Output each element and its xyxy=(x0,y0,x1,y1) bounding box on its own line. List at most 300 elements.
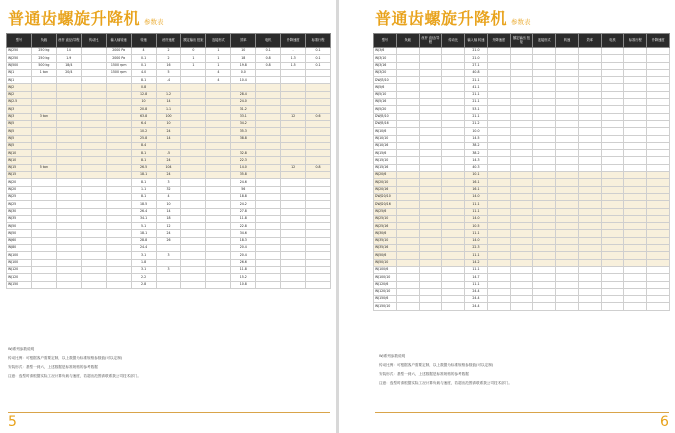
model-cell: WJ3/10 xyxy=(374,55,397,62)
table-cell xyxy=(442,281,465,288)
table-cell xyxy=(56,193,81,200)
table-cell xyxy=(206,164,231,171)
model-cell: WJ20/6 xyxy=(374,172,397,179)
table-cell xyxy=(578,84,601,91)
table-cell xyxy=(601,179,624,186)
table-cell xyxy=(556,77,579,84)
table-cell xyxy=(106,252,131,259)
table-cell xyxy=(601,142,624,149)
model-cell: WJ3/20 xyxy=(374,69,397,76)
table-row xyxy=(374,266,670,273)
model-cell: WJ10 xyxy=(7,150,32,157)
table-cell xyxy=(624,245,647,252)
table-cell xyxy=(533,208,556,215)
table-cell xyxy=(31,77,56,84)
table-cell xyxy=(256,208,281,215)
table-cell xyxy=(510,201,533,208)
table-cell xyxy=(601,296,624,303)
table-row xyxy=(374,252,670,259)
table-cell xyxy=(31,142,56,149)
model-cell: WJ15/6 xyxy=(374,150,397,157)
note-line: 安装形式：基型一到六，上述数据是标准规格的参考数据 xyxy=(379,372,469,376)
table-cell xyxy=(624,303,647,310)
table-cell: 20/4 xyxy=(56,69,81,76)
table-cell: 18/4 xyxy=(56,62,81,69)
model-cell: WJ25 xyxy=(7,201,32,208)
table-row xyxy=(374,215,670,222)
table-row xyxy=(374,186,670,193)
table-cell xyxy=(396,55,419,62)
table-cell xyxy=(256,186,281,193)
table-cell xyxy=(281,179,306,186)
table-cell xyxy=(31,193,56,200)
table-cell xyxy=(206,106,231,113)
table-cell: 19.8 xyxy=(231,62,256,69)
table-cell xyxy=(396,266,419,273)
table-cell: 3 ton xyxy=(31,113,56,120)
table-cell xyxy=(181,99,206,106)
table-cell xyxy=(281,266,306,273)
table-cell xyxy=(56,113,81,120)
table-cell: 14.0 xyxy=(231,164,256,171)
table-cell xyxy=(281,274,306,281)
table-cell: 11.1 xyxy=(465,208,488,215)
table-cell xyxy=(256,157,281,164)
table-cell xyxy=(206,150,231,157)
model-cell: WJ2 xyxy=(7,91,32,98)
table-cell xyxy=(624,91,647,98)
table-cell xyxy=(106,274,131,281)
table-cell xyxy=(81,120,106,127)
table-header-row xyxy=(374,34,670,48)
table-cell xyxy=(81,106,106,113)
table-cell xyxy=(306,157,331,164)
table-cell xyxy=(31,106,56,113)
table-cell: 33.1 xyxy=(231,113,256,120)
table-row xyxy=(374,106,670,113)
table-cell xyxy=(419,77,442,84)
table-cell: 1.5 xyxy=(281,62,306,69)
table-cell xyxy=(556,55,579,62)
table-cell xyxy=(442,172,465,179)
table-cell xyxy=(578,120,601,127)
table-cell xyxy=(601,303,624,310)
table-cell: 2000 Pa xyxy=(106,48,131,55)
table-cell xyxy=(556,193,579,200)
table-row xyxy=(374,164,670,171)
table-cell xyxy=(578,252,601,259)
table-cell xyxy=(81,55,106,62)
table-cell: 1 xyxy=(206,62,231,69)
table-cell: 3.1 xyxy=(131,266,156,273)
table-cell xyxy=(533,106,556,113)
table-cell xyxy=(81,62,106,69)
table-cell xyxy=(510,142,533,149)
table-cell xyxy=(181,142,206,149)
table-cell xyxy=(578,230,601,237)
table-cell xyxy=(578,215,601,222)
table-cell: 14 xyxy=(156,208,181,215)
column-header: 型号 xyxy=(374,34,397,48)
table-cell xyxy=(396,62,419,69)
table-cell xyxy=(442,157,465,164)
table-cell xyxy=(487,208,510,215)
table-cell xyxy=(442,142,465,149)
table-cell xyxy=(56,77,81,84)
table-cell: 21.2 xyxy=(465,120,488,127)
table-cell xyxy=(647,99,670,106)
table-cell xyxy=(396,186,419,193)
table-cell xyxy=(556,186,579,193)
table-cell: 1.8 xyxy=(131,259,156,266)
model-cell: WJ50 xyxy=(7,223,32,230)
table-row xyxy=(374,245,670,252)
note-line: WJ系列参数说明 xyxy=(8,347,35,351)
table-cell xyxy=(487,164,510,171)
table-cell xyxy=(281,142,306,149)
model-cell: WJ5/16 xyxy=(374,99,397,106)
table-cell xyxy=(281,186,306,193)
table-cell xyxy=(256,135,281,142)
table-cell xyxy=(256,245,281,252)
table-cell: 14 xyxy=(156,135,181,142)
table-cell xyxy=(81,230,106,237)
table-cell: 16.1 xyxy=(465,179,488,186)
table-cell: 12 xyxy=(281,164,306,171)
table-cell xyxy=(181,223,206,230)
table-cell xyxy=(442,106,465,113)
table-cell xyxy=(510,84,533,91)
model-cell: WJ3/16 xyxy=(374,62,397,69)
table-cell xyxy=(624,142,647,149)
table-cell: 0.1 xyxy=(256,48,281,55)
table-cell: 26.4 xyxy=(131,208,156,215)
table-cell xyxy=(206,135,231,142)
table-cell: 104 xyxy=(156,164,181,171)
table-cell xyxy=(601,215,624,222)
table-row xyxy=(7,215,331,222)
table-cell xyxy=(556,230,579,237)
table-row xyxy=(7,150,331,157)
table-cell xyxy=(81,237,106,244)
table-cell xyxy=(396,296,419,303)
table-cell xyxy=(533,128,556,135)
table-cell xyxy=(624,208,647,215)
table-cell: 1 xyxy=(181,62,206,69)
table-cell xyxy=(578,223,601,230)
table-cell xyxy=(442,303,465,310)
table-cell xyxy=(510,186,533,193)
table-cell: 38.2 xyxy=(465,150,488,157)
table-cell xyxy=(647,201,670,208)
table-cell: 14.5 xyxy=(465,135,488,142)
table-cell xyxy=(206,274,231,281)
table-cell: 8.1 xyxy=(131,157,156,164)
table-cell xyxy=(601,84,624,91)
table-cell: 14.0 xyxy=(465,215,488,222)
table-row xyxy=(7,157,331,164)
table-cell: 0.1 xyxy=(306,55,331,62)
table-cell xyxy=(206,84,231,91)
table-cell xyxy=(487,201,510,208)
table-cell: 21.1 xyxy=(465,99,488,106)
table-cell xyxy=(396,77,419,84)
table-cell xyxy=(181,281,206,288)
column-header: 额定输出 扭矩 xyxy=(181,34,206,48)
table-cell xyxy=(106,99,131,106)
table-cell: 21.0 xyxy=(465,55,488,62)
table-cell xyxy=(510,252,533,259)
table-cell: 1.3 xyxy=(281,55,306,62)
table-row xyxy=(374,84,670,91)
model-cell: WJ10/6 xyxy=(374,128,397,135)
model-cell: WJ150 xyxy=(7,281,32,288)
table-cell xyxy=(556,142,579,149)
table-cell xyxy=(281,281,306,288)
table-cell xyxy=(206,266,231,273)
table-cell xyxy=(510,303,533,310)
table-cell xyxy=(442,201,465,208)
table-cell xyxy=(442,237,465,244)
table-cell xyxy=(81,157,106,164)
table-cell xyxy=(256,259,281,266)
table-cell xyxy=(419,91,442,98)
note-line: 传动比例：可根据客户需要定制，以上数据为标准规格参数值(可以定制) xyxy=(379,363,494,367)
table-cell xyxy=(647,237,670,244)
model-cell: WJ120/6 xyxy=(374,281,397,288)
table-row xyxy=(374,157,670,164)
table-cell xyxy=(601,128,624,135)
table-cell xyxy=(419,113,442,120)
table-cell xyxy=(81,193,106,200)
table-cell xyxy=(647,164,670,171)
table-cell xyxy=(281,223,306,230)
table-cell xyxy=(578,296,601,303)
table-cell xyxy=(510,223,533,230)
table-row xyxy=(7,91,331,98)
table-row xyxy=(374,62,670,69)
table-cell xyxy=(396,288,419,295)
table-cell xyxy=(578,135,601,142)
table-cell xyxy=(306,259,331,266)
table-cell xyxy=(487,215,510,222)
model-cell: WJ2.5 xyxy=(7,99,32,106)
table-cell xyxy=(419,230,442,237)
table-cell xyxy=(510,193,533,200)
table-cell xyxy=(510,281,533,288)
table-cell xyxy=(510,55,533,62)
table-cell: 8.4 xyxy=(131,142,156,149)
table-cell: 11.8 xyxy=(231,266,256,273)
table-cell xyxy=(181,91,206,98)
table-cell: 24 xyxy=(156,157,181,164)
table-cell xyxy=(31,157,56,164)
table-cell xyxy=(510,135,533,142)
table-cell xyxy=(81,164,106,171)
table-cell xyxy=(306,77,331,84)
table-cell xyxy=(281,157,306,164)
footer-rule xyxy=(375,412,669,413)
table-cell: 18.1 xyxy=(131,172,156,179)
table-cell xyxy=(533,215,556,222)
table-cell xyxy=(419,288,442,295)
table-cell xyxy=(624,62,647,69)
table-cell xyxy=(578,259,601,266)
table-cell: 27.8 xyxy=(231,208,256,215)
table-cell xyxy=(624,172,647,179)
table-cell xyxy=(281,252,306,259)
table-cell xyxy=(419,150,442,157)
table-cell xyxy=(624,201,647,208)
table-cell xyxy=(181,274,206,281)
table-row xyxy=(7,55,331,62)
table-cell xyxy=(256,150,281,157)
table-cell xyxy=(601,252,624,259)
table-cell xyxy=(647,230,670,237)
table-cell xyxy=(81,259,106,266)
catalog-page-right xyxy=(339,0,675,433)
table-cell xyxy=(396,172,419,179)
table-cell xyxy=(281,215,306,222)
model-cell: WJ35/16 xyxy=(374,245,397,252)
title-sub: 参数表 xyxy=(511,18,531,26)
table-row xyxy=(374,288,670,295)
table-cell xyxy=(31,120,56,127)
table-cell xyxy=(624,215,647,222)
note-line: WJ系列参数说明 xyxy=(379,354,406,358)
table-cell xyxy=(306,135,331,142)
table-cell: 38.2 xyxy=(465,142,488,149)
table-cell: 0.8 xyxy=(256,55,281,62)
table-cell xyxy=(106,215,131,222)
table-cell xyxy=(31,208,56,215)
table-cell xyxy=(647,179,670,186)
table-cell xyxy=(419,296,442,303)
table-cell xyxy=(56,237,81,244)
table-row xyxy=(374,69,670,76)
table-cell xyxy=(556,208,579,215)
table-cell xyxy=(510,157,533,164)
table-cell xyxy=(106,266,131,273)
table-cell xyxy=(181,266,206,273)
table-row xyxy=(374,296,670,303)
table-cell xyxy=(106,245,131,252)
column-header: 丝杆 直径/导程 xyxy=(56,34,81,48)
table-cell xyxy=(106,106,131,113)
model-cell: WJ100 xyxy=(7,252,32,259)
table-cell xyxy=(533,113,556,120)
model-cell: WJ15/16 xyxy=(374,164,397,171)
table-cell xyxy=(556,245,579,252)
table-cell xyxy=(181,193,206,200)
table-cell xyxy=(533,266,556,273)
table-cell xyxy=(624,77,647,84)
table-cell xyxy=(647,77,670,84)
table-cell xyxy=(578,91,601,98)
footer-rule xyxy=(8,412,330,413)
table-cell xyxy=(419,245,442,252)
table-cell: 32.8 xyxy=(231,150,256,157)
column-header: 连接形式 xyxy=(206,34,231,48)
table-cell xyxy=(156,259,181,266)
column-header: 标准行程 xyxy=(306,34,331,48)
table-cell xyxy=(647,296,670,303)
table-cell xyxy=(647,281,670,288)
table-cell: 1.1 xyxy=(156,106,181,113)
table-cell xyxy=(601,99,624,106)
table-cell xyxy=(56,91,81,98)
table-cell xyxy=(396,281,419,288)
model-cell: WJ15 xyxy=(7,164,32,171)
table-cell xyxy=(624,296,647,303)
table-cell xyxy=(442,252,465,259)
table-cell: 32 xyxy=(156,186,181,193)
column-header: 效率 xyxy=(578,34,601,48)
table-cell xyxy=(487,62,510,69)
table-cell xyxy=(510,120,533,127)
model-cell: WJ10/10 xyxy=(374,135,397,142)
table-cell xyxy=(442,193,465,200)
table-cell: 24.4 xyxy=(465,303,488,310)
model-cell: WJ15 xyxy=(7,172,32,179)
model-cell: WJ60 xyxy=(7,237,32,244)
table-cell xyxy=(281,69,306,76)
column-header: 输入轴 转速 xyxy=(465,34,488,48)
table-cell xyxy=(81,201,106,208)
table-cell: 12.8 xyxy=(131,91,156,98)
table-cell: 0.1 xyxy=(306,62,331,69)
table-cell xyxy=(56,223,81,230)
table-cell xyxy=(533,157,556,164)
table-cell xyxy=(578,150,601,157)
table-cell xyxy=(281,193,306,200)
column-header: 升降速度 xyxy=(487,34,510,48)
table-cell xyxy=(81,113,106,120)
table-cell xyxy=(578,274,601,281)
table-cell xyxy=(487,113,510,120)
model-cell: WJ25 xyxy=(7,193,32,200)
table-row xyxy=(7,62,331,69)
table-cell xyxy=(419,128,442,135)
table-cell xyxy=(31,128,56,135)
table-cell: 40.3 xyxy=(465,164,488,171)
table-cell xyxy=(31,237,56,244)
column-header: 输入轴转速 xyxy=(106,34,131,48)
table-cell: 35.3 xyxy=(231,128,256,135)
table-cell xyxy=(556,99,579,106)
table-row xyxy=(374,223,670,230)
table-cell xyxy=(601,91,624,98)
table-cell: 3 xyxy=(156,266,181,273)
table-cell xyxy=(624,193,647,200)
table-cell xyxy=(106,230,131,237)
table-row xyxy=(374,259,670,266)
table-cell xyxy=(510,259,533,266)
table-cell xyxy=(578,288,601,295)
table-cell xyxy=(601,266,624,273)
table-cell xyxy=(510,208,533,215)
table-cell xyxy=(578,193,601,200)
table-cell xyxy=(487,237,510,244)
table-cell xyxy=(624,84,647,91)
table-cell xyxy=(306,208,331,215)
table-cell xyxy=(81,245,106,252)
table-cell xyxy=(510,113,533,120)
table-cell xyxy=(624,266,647,273)
table-cell xyxy=(419,48,442,55)
table-row xyxy=(7,201,331,208)
table-cell xyxy=(256,179,281,186)
